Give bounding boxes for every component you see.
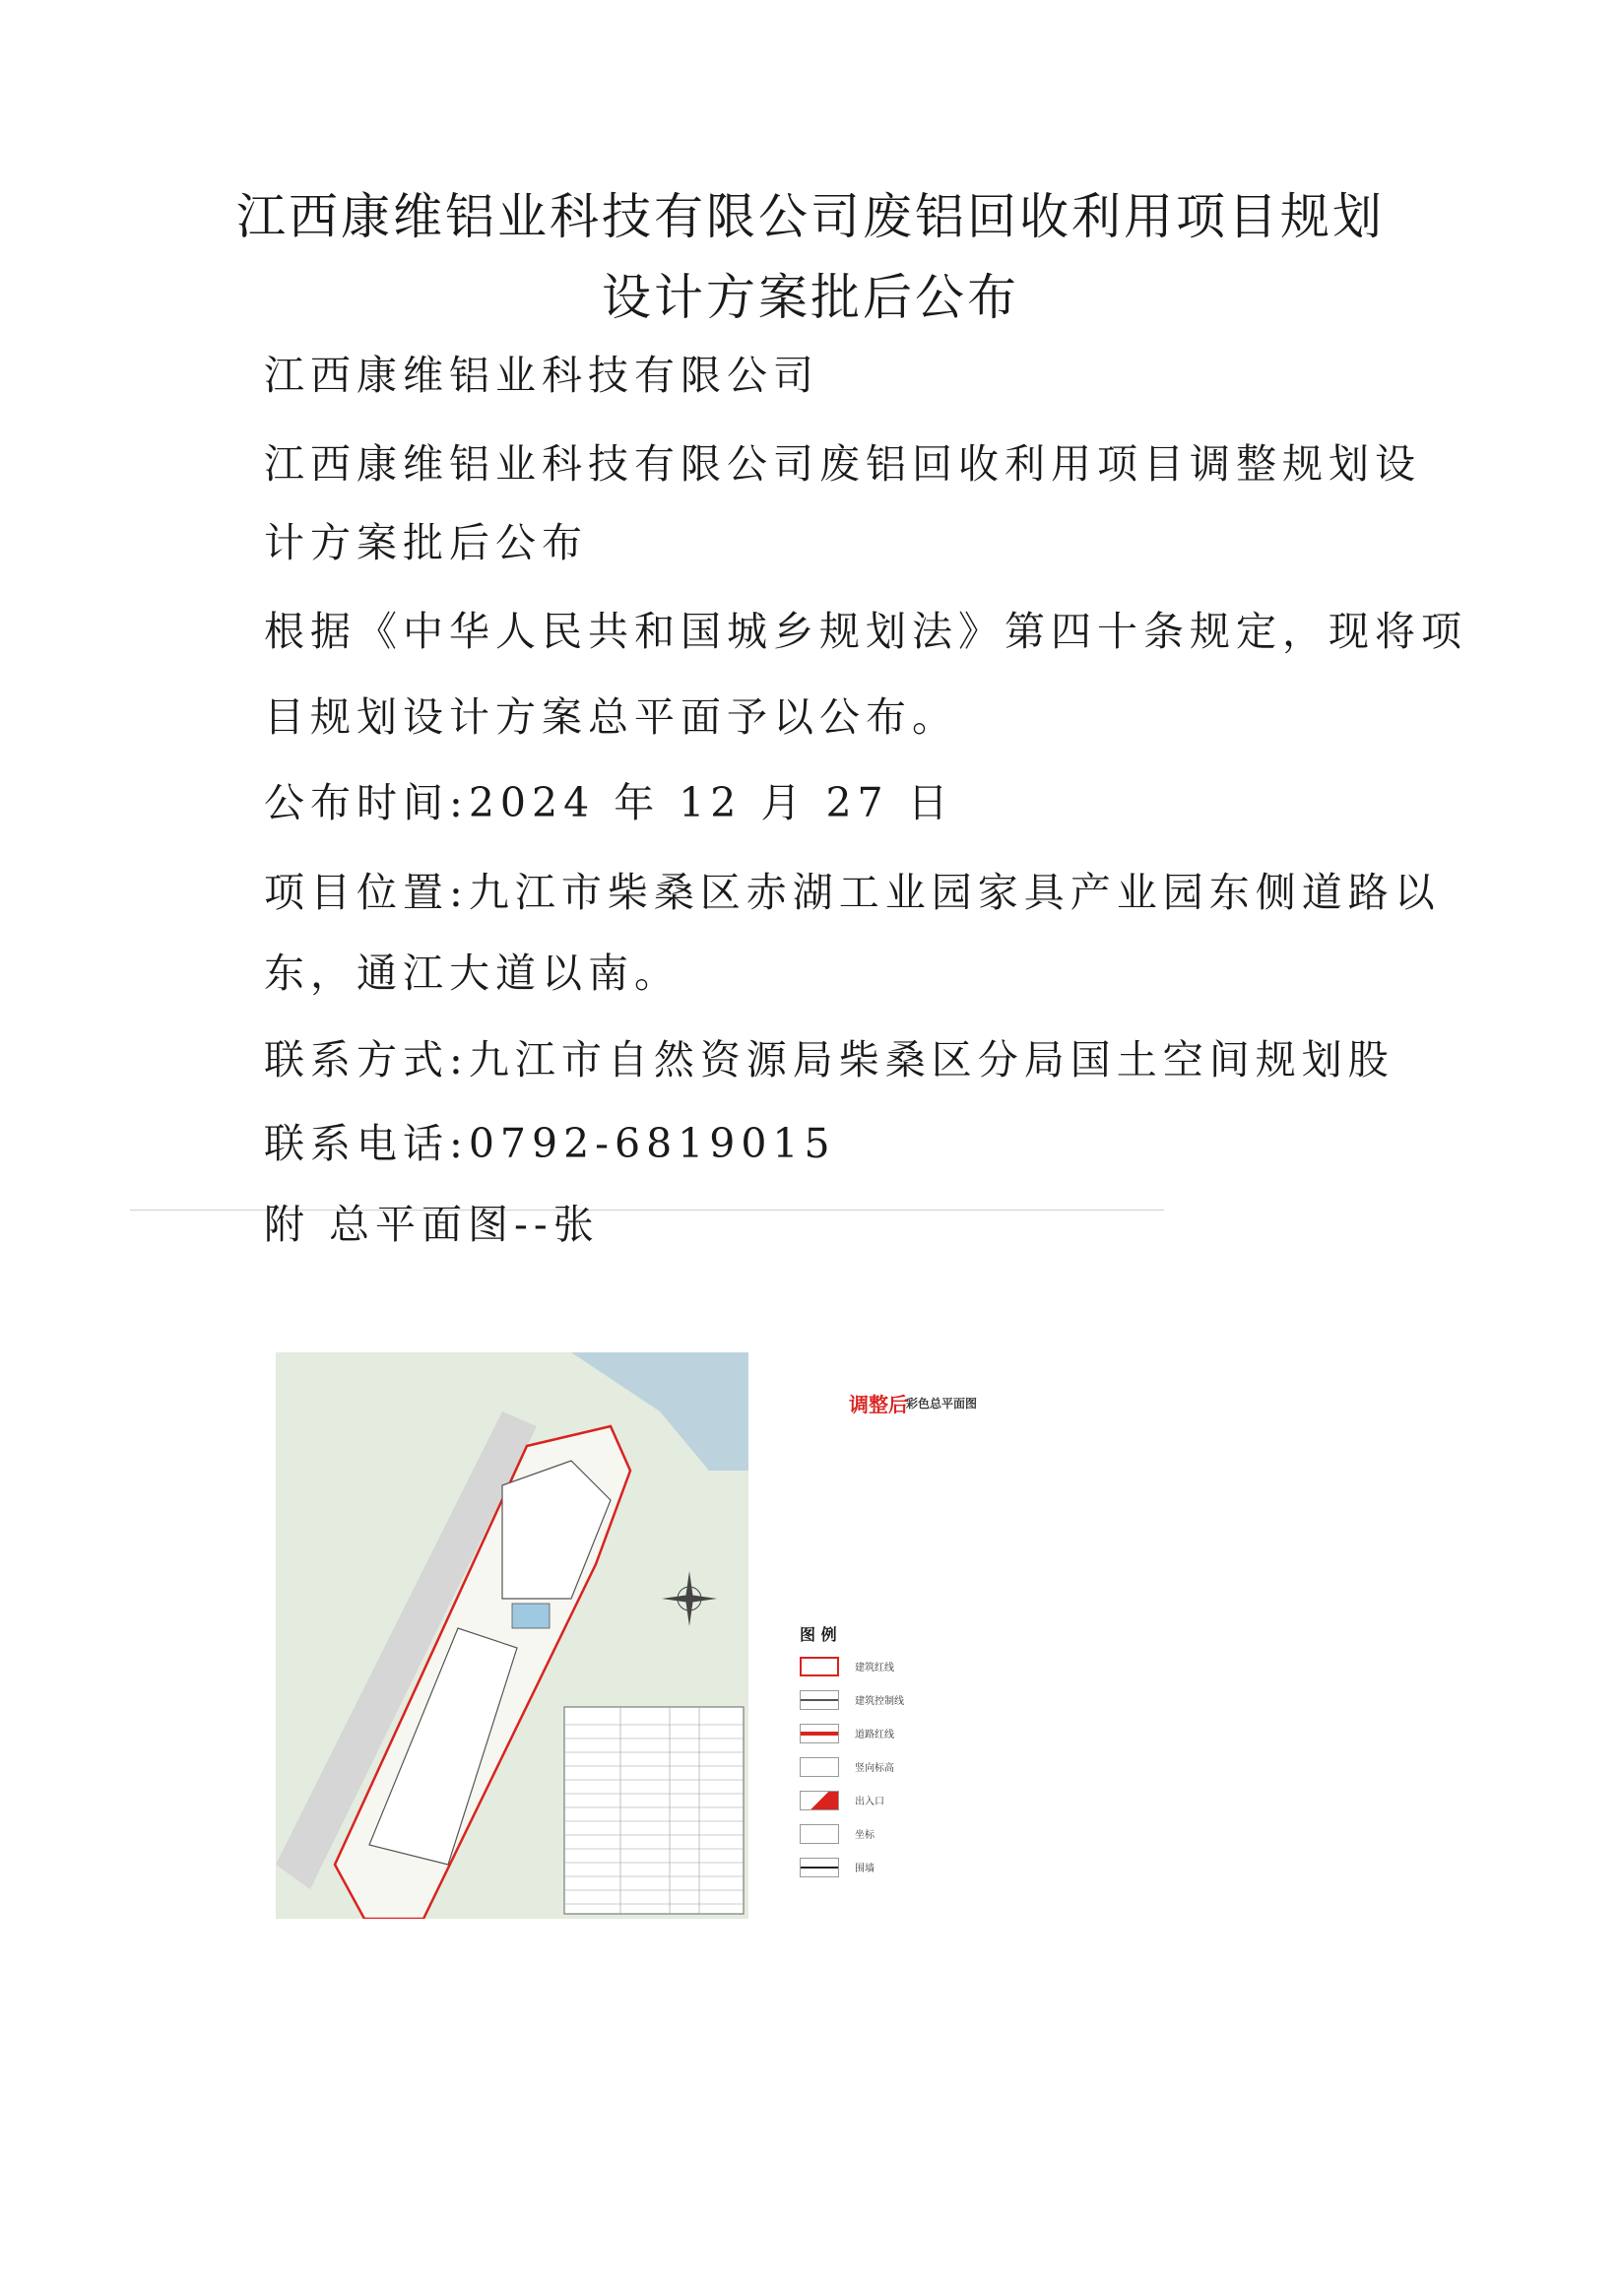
- subject-line1: 江西康维铝业科技有限公司废铝回收利用项目调整规划设: [264, 440, 1421, 488]
- document-title-line1: 江西康维铝业科技有限公司废铝回收利用项目规划: [236, 188, 1385, 245]
- legend-title: 图 例: [800, 1625, 837, 1644]
- basis-line2: 目规划设计方案总平面予以公布。: [264, 693, 958, 741]
- attachment-note: 附 总平面图--张: [264, 1201, 600, 1248]
- subject-line2: 计方案批后公布: [264, 519, 588, 566]
- legend-label: 坐标: [855, 1830, 875, 1841]
- coordinate-icon: [800, 1824, 839, 1844]
- adjusted-mark: 调整后: [849, 1393, 908, 1416]
- legend-label: 出入口: [855, 1797, 884, 1807]
- site-plan-drawing: [276, 1352, 748, 1919]
- contact-phone: 联系电话:0792-6819015: [264, 1120, 836, 1167]
- legend-item: [800, 1755, 977, 1781]
- legend-item: [800, 1789, 977, 1814]
- legend-label: 建筑控制线: [855, 1696, 904, 1707]
- legend-item: [800, 1688, 977, 1714]
- plan-subtitle: 彩色总平面图: [906, 1397, 978, 1410]
- legend-label: 道路红线: [855, 1730, 894, 1740]
- location-line1: 项目位置:九江市柴桑区赤湖工业园家具产业园东侧道路以: [264, 869, 1441, 916]
- location-line2: 东，通江大道以南。: [264, 950, 681, 997]
- document-title-line2: 设计方案批后公布: [602, 269, 1019, 326]
- legend-label: 围墙: [855, 1864, 875, 1874]
- site-plan-map: [276, 1352, 748, 1919]
- contact-info: 联系方式:九江市自然资源局柴桑区分局国土空间规划股: [264, 1036, 1394, 1083]
- publish-time: 公布时间:2024 年 12 月 27 日: [264, 779, 954, 826]
- wall-line-icon: [800, 1858, 839, 1877]
- basis-line1: 根据《中华人民共和国城乡规划法》第四十条规定，现将项: [264, 608, 1467, 655]
- legend-label: 建筑红线: [855, 1663, 894, 1673]
- legend-item: [800, 1822, 977, 1848]
- legend-label: 竖向标高: [855, 1763, 894, 1774]
- indicator-table: [564, 1707, 744, 1914]
- legend-item: [800, 1722, 977, 1747]
- entrance-triangle-icon: [800, 1791, 839, 1810]
- legend-item: [800, 1856, 977, 1881]
- red-rect-icon: [800, 1657, 839, 1676]
- road-line-icon: [800, 1724, 839, 1743]
- elevation-icon: [800, 1757, 839, 1777]
- dashed-line-icon: [800, 1690, 839, 1710]
- legend-item: [800, 1655, 977, 1680]
- company-name: 江西康维铝业科技有限公司: [264, 352, 819, 399]
- pool-shape: [512, 1604, 550, 1628]
